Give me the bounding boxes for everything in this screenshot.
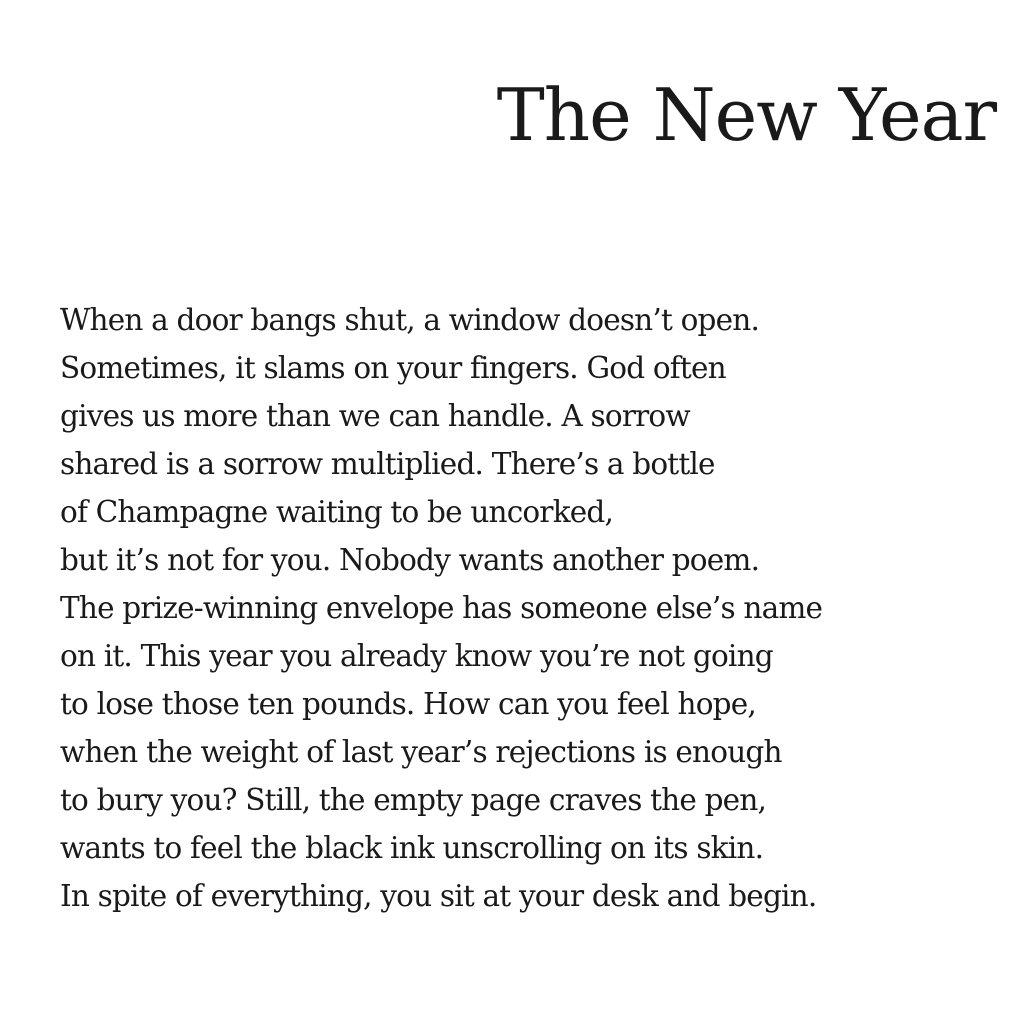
poem-line: when the weight of last year’s rejections is enough bbox=[60, 735, 782, 769]
poem-line: but it’s not for you. Nobody wants another poem. bbox=[60, 543, 760, 577]
poem-line: to lose those ten pounds. How can you feel hope, bbox=[60, 687, 756, 721]
poem-line: The prize-winning envelope has someone else’s name bbox=[60, 591, 823, 625]
poem-line: on it. This year you already know you’re not going bbox=[60, 639, 773, 673]
poem-body bbox=[60, 296, 1000, 920]
poem-line: wants to feel the black ink unscrolling on its skin. bbox=[60, 831, 764, 865]
poem-title: The New Year bbox=[496, 73, 996, 157]
poem-line: of Champagne waiting to be uncorked, bbox=[60, 495, 614, 529]
poem-line: gives us more than we can handle. A sorrow bbox=[60, 399, 690, 433]
poem-line: In spite of everything, you sit at your desk and begin. bbox=[60, 879, 817, 913]
poem-line: Sometimes, it slams on your fingers. God often bbox=[60, 351, 726, 385]
poem-line: to bury you? Still, the empty page craves the pen, bbox=[60, 783, 767, 817]
poem-line: shared is a sorrow multiplied. There’s a bottle bbox=[60, 447, 715, 481]
poem-line: When a door bangs shut, a window doesn’t open. bbox=[60, 303, 760, 337]
